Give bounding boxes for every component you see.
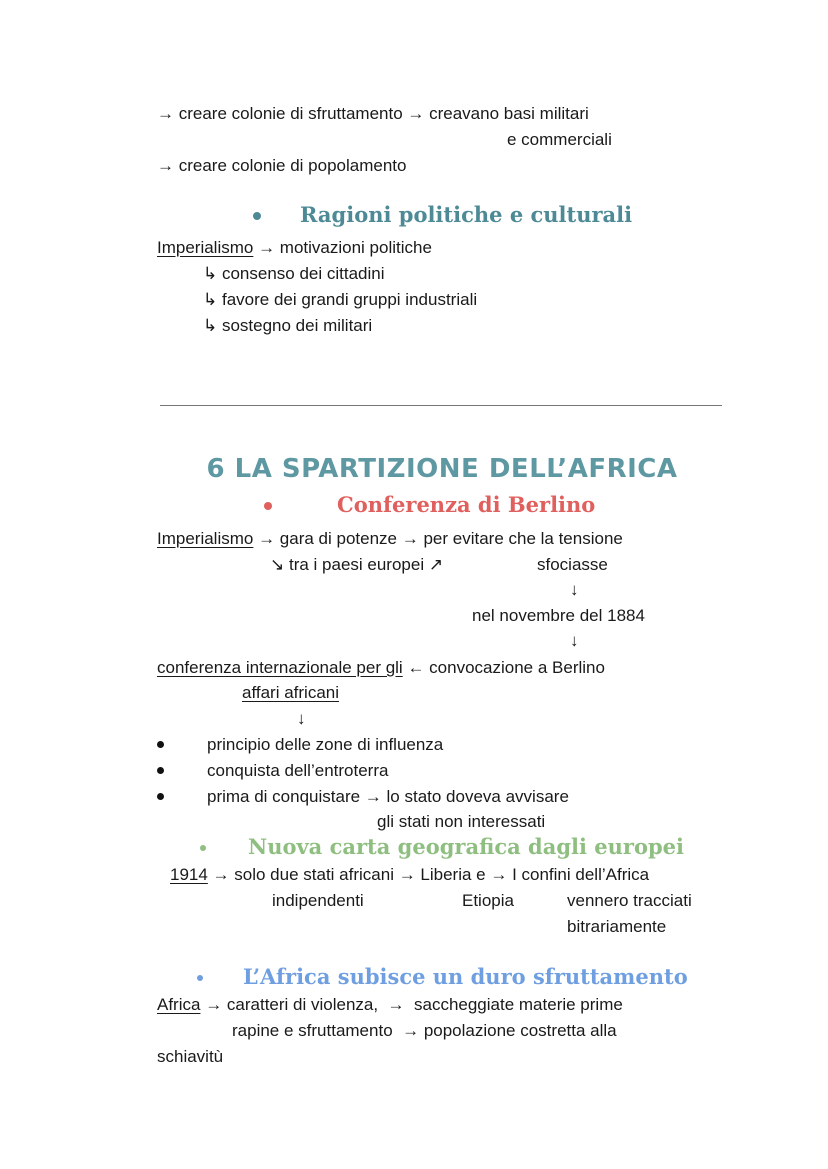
conf-rest: ← convocazione a Berlino — [402, 658, 605, 677]
carta-indipendenti: indipendenti — [272, 891, 364, 910]
term-affari-africani: affari africani — [242, 683, 340, 702]
intro-line-1: → creare colonie di sfruttamento → creavano basi militari — [157, 104, 589, 123]
conf-line — [157, 658, 605, 678]
berlino-rest: → gara di potenze → per evitare che la tensione — [253, 529, 623, 548]
berlino-date: nel novembre del 1884 — [472, 606, 645, 625]
carta-line — [170, 865, 649, 885]
arrow-down-icon: ↓ — [570, 631, 579, 650]
intro-line-1-cont: e commerciali — [507, 130, 612, 149]
term-imperialismo: Imperialismo — [157, 238, 254, 257]
arrow-down-icon: ↓ — [570, 580, 579, 599]
divider — [160, 405, 722, 406]
bullet-icon — [197, 975, 203, 981]
berlino-bullet: principio delle zone di influenza — [207, 735, 444, 754]
carta-etiopia: Etiopia — [462, 891, 514, 910]
carta-vennero: vennero tracciati — [567, 891, 692, 910]
carta-bitrariamente: bitrariamente — [567, 917, 667, 936]
heading-carta: Nuova carta geografica dagli europei — [248, 834, 685, 859]
berlino-bullet: conquista dell’entroterra — [207, 761, 389, 780]
berlino-bullet-cont: gli stati non interessati — [377, 812, 546, 831]
ragioni-item: ↳ consenso dei cittadini — [203, 264, 385, 283]
heading-ragioni: Ragioni politiche e culturali — [300, 202, 633, 227]
intro-line-2: → creare colonie di popolamento — [157, 156, 407, 175]
bullet-icon — [264, 502, 272, 510]
arrow-down-icon: ↓ — [297, 709, 306, 728]
term-conferenza: conferenza internazionale per gli — [157, 658, 403, 677]
ragioni-rest: → motivazioni politiche — [253, 238, 432, 257]
section-title: 6 LA SPARTIZIONE DELL’AFRICA — [206, 454, 678, 484]
bullet-icon — [253, 212, 261, 220]
ragioni-item: ↳ favore dei grandi gruppi industriali — [203, 290, 478, 309]
bullet-icon — [157, 793, 164, 800]
berlino-bullet: prima di conquistare → lo stato doveva avvisare — [207, 787, 569, 806]
carta-rest: → solo due stati africani → Liberia e → I confini dell’Africa — [207, 865, 650, 884]
term-imperialismo: Imperialismo — [157, 529, 254, 548]
term-africa: Africa — [157, 995, 201, 1014]
bullet-icon — [157, 767, 164, 774]
berlino-sfociasse: sfociasse — [537, 555, 608, 574]
ragioni-item: ↳ sostegno dei militari — [203, 316, 373, 335]
sfruttamento-rest: → caratteri di violenza, → saccheggiate materie prime — [200, 995, 623, 1014]
bullet-icon — [200, 845, 206, 851]
heading-sfruttamento: L’Africa subisce un duro sfruttamento — [243, 964, 688, 989]
berlino-tra: ↘ tra i paesi europei ↗ — [270, 555, 444, 574]
heading-berlino: Conferenza di Berlino — [337, 492, 596, 517]
ragioni-line — [157, 238, 432, 258]
sfruttamento-line-3: schiavitù — [157, 1047, 224, 1066]
bullet-icon — [157, 741, 164, 748]
sfruttamento-line-2: rapine e sfruttamento → popolazione costretta alla — [232, 1021, 617, 1040]
sfruttamento-line — [157, 995, 623, 1015]
berlino-line — [157, 529, 623, 549]
year-1914: 1914 — [170, 865, 208, 884]
